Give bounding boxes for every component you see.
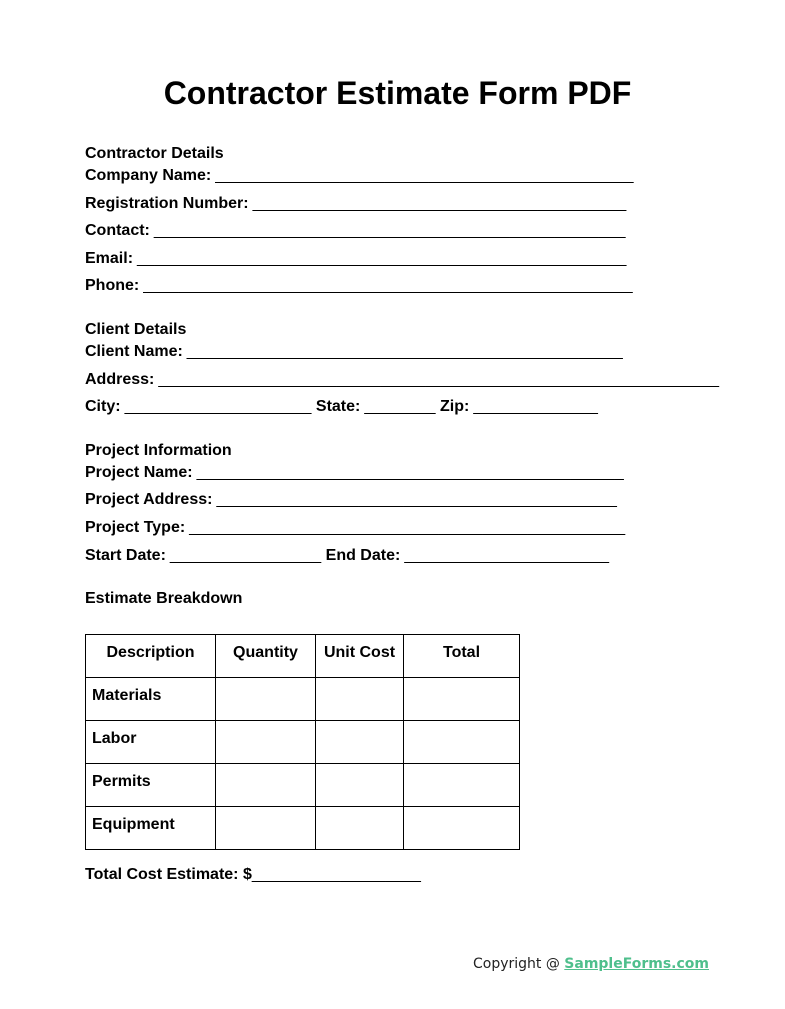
project-name-line[interactable]: ________________________________________________: [196, 463, 624, 481]
unit-cost-cell[interactable]: [316, 807, 404, 850]
project-address-label: Project Address:: [85, 491, 213, 509]
company-name-label: Company Name:: [85, 167, 212, 184]
total-cell[interactable]: [404, 764, 520, 807]
city-label: City:: [85, 398, 121, 416]
unit-cost-cell[interactable]: [316, 721, 404, 764]
total-cost-estimate-field[interactable]: [85, 866, 705, 884]
total-cell[interactable]: [404, 721, 520, 764]
project-type-line[interactable]: _________________________________________________: [189, 518, 626, 536]
column-header: Description: [86, 635, 216, 678]
client-name-label: Client Name:: [85, 342, 183, 360]
sampleforms-link[interactable]: SampleForms.com: [564, 956, 709, 972]
table-row: [86, 807, 520, 850]
project-name-field[interactable]: [85, 463, 705, 491]
table-row: [86, 721, 520, 764]
project-address-line[interactable]: _____________________________________________: [216, 491, 617, 509]
quantity-cell[interactable]: [216, 678, 316, 721]
client-address-line[interactable]: _______________________________________________________________: [158, 370, 719, 388]
state-line[interactable]: ________: [364, 398, 436, 416]
quantity-cell[interactable]: [216, 764, 316, 807]
row-description: Permits: [86, 764, 216, 807]
table-row: [86, 678, 520, 721]
quantity-cell[interactable]: [216, 721, 316, 764]
page-title: Contractor Estimate Form PDF: [163, 75, 632, 111]
contractor-section-heading: Contractor Details: [85, 145, 224, 162]
row-description: Materials: [86, 678, 216, 721]
client-address-field[interactable]: [85, 370, 719, 398]
contact-field[interactable]: [85, 221, 705, 249]
email-field[interactable]: [85, 249, 705, 277]
estimate-section-heading: Estimate Breakdown: [85, 590, 243, 608]
total-cost-label: Total Cost Estimate: $: [85, 866, 252, 884]
phone-field[interactable]: [85, 276, 705, 304]
zip-label: Zip:: [439, 398, 470, 416]
end-date-label: End Date:: [325, 546, 401, 564]
company-name-line[interactable]: _______________________________________________: [215, 167, 634, 184]
client-name-line[interactable]: _________________________________________________: [186, 342, 623, 360]
project-type-label: Project Type:: [85, 518, 186, 536]
state-label: State:: [315, 398, 361, 416]
project-address-field[interactable]: [85, 490, 705, 518]
phone-label: Phone:: [85, 277, 140, 295]
footer-copyright: [473, 956, 709, 972]
city-line[interactable]: _____________________: [124, 398, 312, 416]
company-name-field[interactable]: [85, 166, 705, 194]
registration-number-label: Registration Number:: [85, 194, 249, 212]
registration-number-field[interactable]: [85, 194, 705, 222]
project-type-field[interactable]: [85, 518, 705, 546]
dates-row: [85, 546, 705, 574]
registration-number-line[interactable]: __________________________________________: [252, 194, 627, 212]
project-name-label: Project Name:: [85, 463, 193, 481]
total-cell[interactable]: [404, 807, 520, 850]
estimate-table: [85, 634, 520, 850]
form-body: [85, 144, 719, 884]
total-cell[interactable]: [404, 678, 520, 721]
contact-label: Contact:: [85, 222, 150, 240]
zip-line[interactable]: ______________: [473, 398, 598, 416]
quantity-cell[interactable]: [216, 807, 316, 850]
client-section-heading: Client Details: [85, 320, 187, 338]
table-header-row: [86, 635, 520, 678]
email-label: Email:: [85, 249, 134, 267]
start-date-line[interactable]: _________________: [169, 546, 322, 564]
email-line[interactable]: _______________________________________________________: [137, 249, 627, 267]
client-address-label: Address:: [85, 370, 155, 388]
start-date-label: Start Date:: [85, 546, 166, 564]
copyright-text: Copyright @: [472, 956, 565, 972]
client-name-field[interactable]: [85, 342, 705, 370]
row-description: Labor: [86, 721, 216, 764]
unit-cost-cell[interactable]: [316, 678, 404, 721]
unit-cost-cell[interactable]: [316, 764, 404, 807]
column-header: Total: [404, 635, 520, 678]
table-row: [86, 764, 520, 807]
contact-line[interactable]: _____________________________________________________: [153, 222, 626, 240]
column-header: Quantity: [216, 635, 316, 678]
row-description: Equipment: [86, 807, 216, 850]
column-header: Unit Cost: [316, 635, 404, 678]
total-cost-line[interactable]: ___________________: [251, 866, 421, 884]
city-state-zip-row: [85, 397, 705, 425]
project-section-heading: Project Information: [85, 441, 232, 459]
phone-line[interactable]: _______________________________________________________: [143, 277, 633, 295]
end-date-line[interactable]: _______________________: [404, 546, 609, 564]
